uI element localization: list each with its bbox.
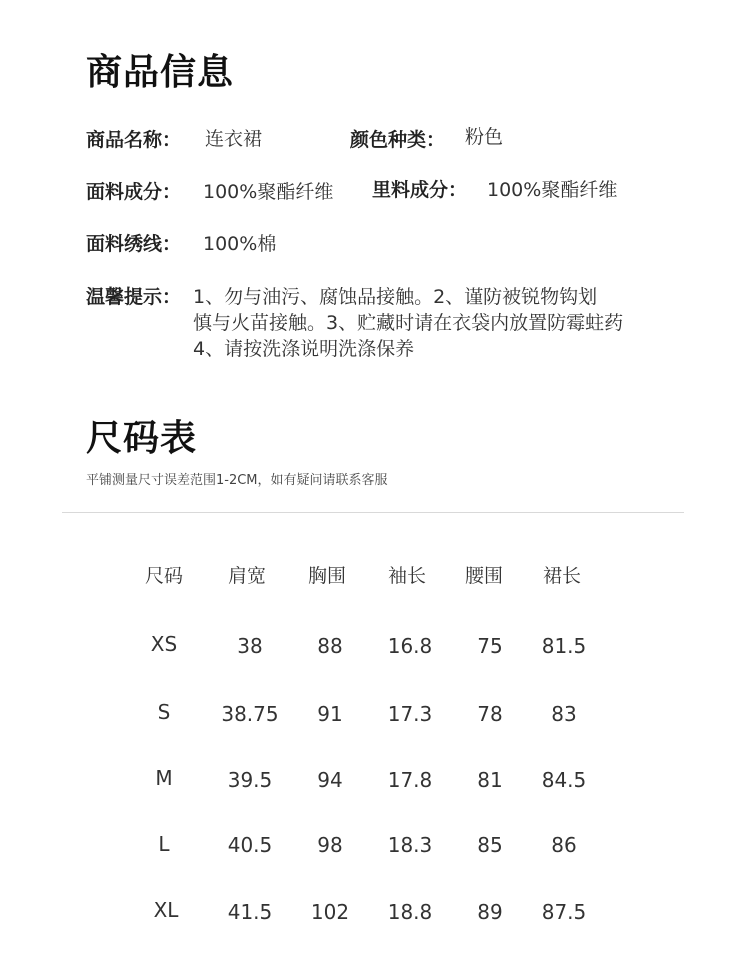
cell-waist: 78 (477, 702, 503, 726)
cell-shoulder: 39.5 (227, 768, 273, 792)
lining-composition-label: 里料成分： (372, 179, 468, 201)
header-length: 裙长 (542, 565, 581, 587)
size-chart-note: 平铺测量尺寸误差范围1-2CM，如有疑问请联系客服 (86, 473, 388, 488)
cell-length: 84.5 (541, 768, 587, 792)
cell-size: XL (153, 898, 179, 922)
fabric-composition-value: 100%聚酯纤维 (203, 181, 334, 203)
header-bust: 胸围 (307, 565, 346, 587)
cell-sleeve: 17.3 (387, 702, 433, 726)
color-label: 颜色种类： (350, 129, 446, 151)
tips-line-1: 1、勿与油污、腐蚀品接触。2、谨防被锐物钩划 (193, 286, 598, 308)
cell-waist: 75 (477, 634, 503, 658)
cell-waist: 85 (477, 833, 503, 857)
cell-sleeve: 16.8 (387, 634, 433, 658)
lining-composition-value: 100%聚酯纤维 (487, 179, 618, 201)
cell-sleeve: 18.8 (387, 900, 433, 924)
header-size: 尺码 (144, 565, 183, 587)
header-sleeve: 袖长 (387, 565, 426, 587)
cell-size: XS (150, 632, 178, 656)
cell-bust: 102 (310, 900, 350, 924)
cell-bust: 94 (317, 768, 343, 792)
product-info-title: 商品信息 (86, 52, 235, 93)
cell-length: 83 (551, 702, 577, 726)
cell-length: 86 (551, 833, 577, 857)
cell-shoulder: 38.75 (221, 702, 279, 726)
cell-size: M (155, 766, 173, 790)
section-divider (62, 512, 684, 513)
cell-length: 81.5 (541, 634, 587, 658)
cell-waist: 89 (477, 900, 503, 924)
cell-sleeve: 17.8 (387, 768, 433, 792)
cell-length: 87.5 (541, 900, 587, 924)
tips-label: 温馨提示： (86, 286, 182, 308)
color-value: 粉色 (465, 126, 504, 148)
cell-size: L (158, 832, 170, 856)
fabric-composition-label: 面料成分： (86, 181, 182, 203)
cell-shoulder: 41.5 (227, 900, 273, 924)
cell-shoulder: 40.5 (227, 833, 273, 857)
embroidery-thread-value: 100%棉 (203, 233, 277, 255)
tips-line-3: 4、请按洗涤说明洗涤保养 (193, 338, 415, 360)
cell-size: S (157, 700, 171, 724)
embroidery-thread-label: 面料绣线： (86, 233, 182, 255)
cell-bust: 91 (317, 702, 343, 726)
header-shoulder: 肩宽 (227, 565, 266, 587)
cell-shoulder: 38 (237, 634, 263, 658)
header-waist: 腰围 (464, 565, 503, 587)
product-name-label: 商品名称： (86, 129, 182, 151)
tips-line-2: 慎与火苗接触。3、贮藏时请在衣袋内放置防霉蛀药 (193, 312, 624, 334)
cell-waist: 81 (477, 768, 503, 792)
product-name-value: 连衣裙 (205, 128, 263, 150)
cell-bust: 88 (317, 634, 343, 658)
cell-bust: 98 (317, 833, 343, 857)
cell-sleeve: 18.3 (387, 833, 433, 857)
size-chart-title: 尺码表 (86, 418, 198, 459)
